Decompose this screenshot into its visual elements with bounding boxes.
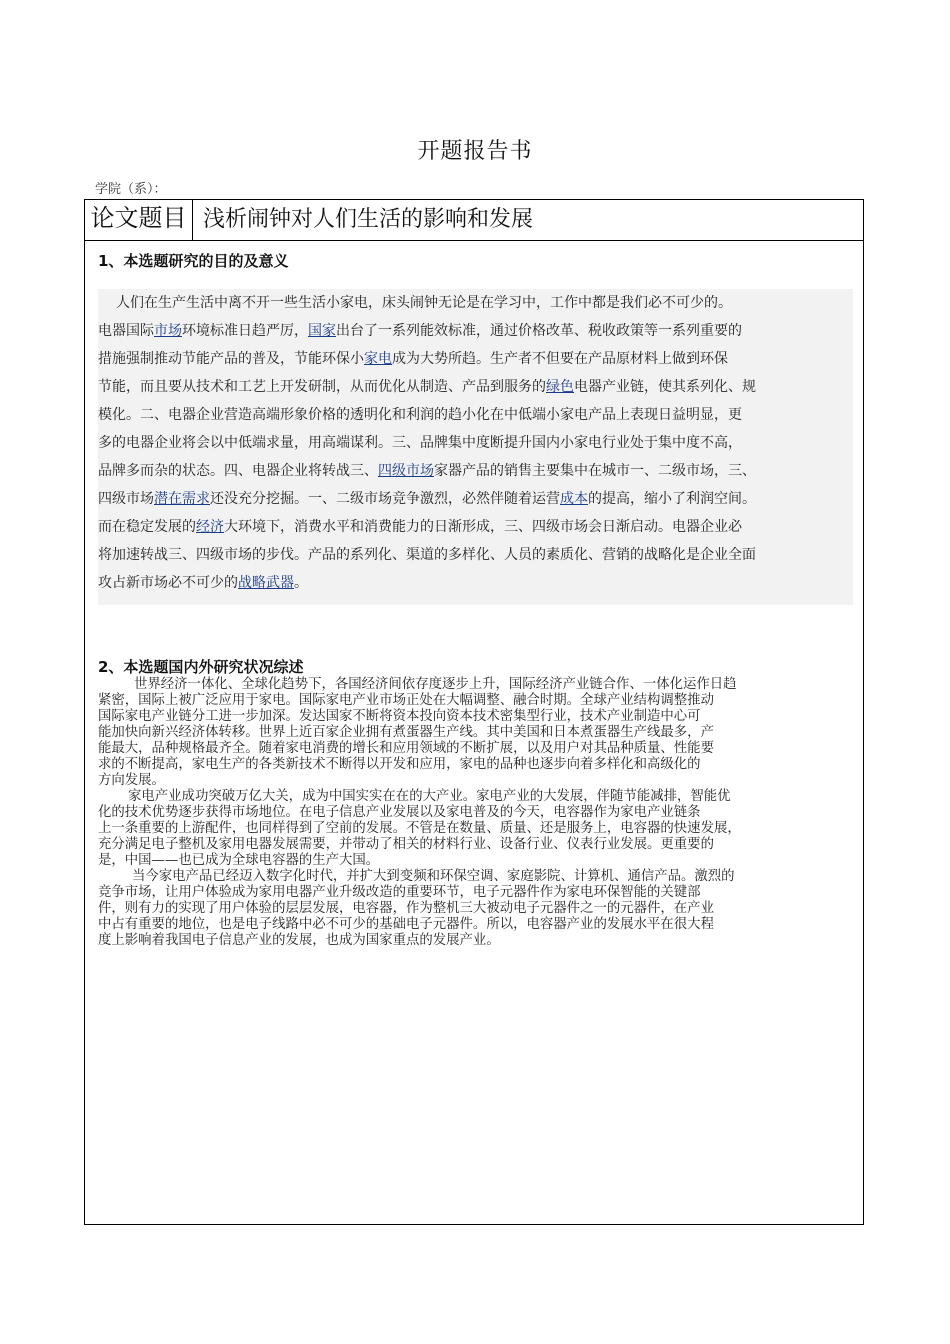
inline-link[interactable]: 国家 <box>308 323 336 339</box>
inline-link[interactable]: 潜在需求 <box>154 491 210 507</box>
document-title: 开题报告书 <box>417 139 533 164</box>
section-2-line: 求的不断提高，家电生产的各类新技术不断得以开发和应用，家电的品种也逐步向着多样化和高级化的 <box>98 757 701 772</box>
section-2-line: 度上影响着我国电子信息产业的发展，也成为国家重点的发展产业。 <box>98 933 500 948</box>
section-2-line: 家电产业成功突破万亿大关，成为中国实实在在的大产业。家电产业的大发展，伴随节能减排，智能优 <box>128 789 731 804</box>
text-run: 。 <box>294 575 308 591</box>
section-1-line <box>98 429 742 457</box>
text-run: 人们在生产生活中离不开一些生活小家电，床头闹钟无论是在学习中，工作中都是我们必不可少的。 <box>116 295 732 311</box>
inline-link[interactable]: 战略武器 <box>238 575 294 591</box>
inline-link[interactable]: 四级市场 <box>378 463 434 479</box>
section-2-line: 中占有重要的地位，也是电子线路中必不可少的基础电子元器件。所以，电容器产业的发展水平在很大程 <box>98 917 714 932</box>
text-run: 成为大势所趋。生产者不但要在产品原材料上做到环保 <box>392 351 728 367</box>
section-2-line: 竞争市场，让用户体验成为家用电器产业升级改造的重要环节，电子元器件作为家电环保智能的关键部 <box>98 885 701 900</box>
section-1-line <box>98 373 756 401</box>
inline-link[interactable]: 经济 <box>196 519 224 535</box>
inline-link[interactable]: 成本 <box>560 491 588 507</box>
text-run: 家器产品的销售主要集中在城市一、二级市场，三、 <box>434 463 756 479</box>
section-2-line: 是，中国——也已成为全球电容器的生产大国。 <box>98 853 380 868</box>
section-2-line: 能加快向新兴经济体转移。世界上近百家企业拥有煮蛋器生产线。其中美国和日本煮蛋器生产线最多，产 <box>98 725 714 740</box>
section-1-body <box>98 289 853 605</box>
section-2-line: 上一条重要的上游配件，也同样得到了空前的发展。不管是在数量、质量、还是服务上，电容器的快速发展， <box>98 821 741 836</box>
section-1-line <box>98 569 308 597</box>
section-2-line: 当今家电产品已经迈入数字化时代，并扩大到变频和环保空调、家庭影院、计算机、通信产品。激烈的 <box>132 869 735 884</box>
text-run: 而在稳定发展的 <box>98 519 196 535</box>
inline-link[interactable]: 绿色 <box>546 379 574 395</box>
inline-link[interactable]: 市场 <box>154 323 182 339</box>
text-run: 还没充分挖掘。一、二级市场竞争激烈，必然伴随着运营 <box>210 491 560 507</box>
thesis-title-value: 浅析闹钟对人们生活的影响和发展 <box>203 207 534 232</box>
text-run: 品牌多而杂的状态。四、电器企业将转战三、 <box>98 463 378 479</box>
section-2-line: 紧密，国际上被广泛应用于家电。国际家电产业市场正处在大幅调整、融合时期。全球产业结构调整推动 <box>98 693 714 708</box>
report-form <box>84 199 864 1225</box>
section-2-line: 国际家电产业链分工进一步加深。发达国家不断将资本投向资本技术密集型行业，技术产业制造中心可 <box>98 709 701 724</box>
text-run: 节能，而且要从技术和工艺上开发研制，从而优化从制造、产品到服务的 <box>98 379 546 395</box>
text-run: 模化。二、电器企业营造高端形象价格的透明化和利润的趋小化在中低端小家电产品上表现日益明显，更 <box>98 407 742 423</box>
text-run: 电器产业链，使其系列化、规 <box>574 379 756 395</box>
text-run: 攻占新市场必不可少的 <box>98 575 238 591</box>
section-2-line: 化的技术优势逐步获得市场地位。在电子信息产业发展以及家电普及的今天，电容器作为家电产业链条 <box>98 805 701 820</box>
text-run: 措施强制推动节能产品的普及，节能环保小 <box>98 351 364 367</box>
section-1-line <box>98 541 756 569</box>
text-run: 多的电器企业将会以中低端求量，用高端谋利。三、品牌集中度断提升国内小家电行业处于集中度不高， <box>98 435 742 451</box>
section-1-line <box>98 401 742 429</box>
section-1-heading: 1、本选题研究的目的及意义 <box>98 252 289 270</box>
section-1-line <box>98 513 742 541</box>
thesis-title-row <box>85 200 863 241</box>
inline-link[interactable]: 家电 <box>364 351 392 367</box>
section-1-line <box>98 317 742 345</box>
section-2-line: 世界经济一体化、全球化趋势下，各国经济间依存度逐步上升，国际经济产业链合作、一体化运作日趋 <box>134 677 737 692</box>
section-2-heading: 2、本选题国内外研究状况综述 <box>98 658 304 676</box>
text-run: 大环境下，消费水平和消费能力的日渐形成，三、四级市场会日渐启动。电器企业必 <box>224 519 742 535</box>
section-2-line: 方向发展。 <box>98 773 165 788</box>
text-run: 的提高，缩小了利润空间。 <box>588 491 756 507</box>
text-run: 将加速转战三、四级市场的步伐。产品的系列化、渠道的多样化、人员的素质化、营销的战略化是企业全面 <box>98 547 756 563</box>
college-label: 学院（系）： <box>95 182 167 197</box>
thesis-title-label: 论文题目 <box>85 200 193 240</box>
text-run: 出台了一系列能效标准，通过价格改革、税收政策等一系列重要的 <box>336 323 742 339</box>
text-run: 环境标准日趋严厉， <box>182 323 308 339</box>
text-run: 电器国际 <box>98 323 154 339</box>
section-1-line <box>116 289 732 317</box>
section-2-line: 能最大，品种规格最齐全。随着家电消费的增长和应用领域的不断扩展，以及用户对其品种质量、性能要 <box>98 741 714 756</box>
section-1-line <box>98 345 728 373</box>
section-1-line <box>98 485 756 513</box>
text-run: 四级市场 <box>98 491 154 507</box>
section-2-line: 充分满足电子整机及家用电器发展需要，并带动了相关的材料行业、设备行业、仪表行业发展。更重要的 <box>98 837 714 852</box>
section-1-line <box>98 457 756 485</box>
section-2-line: 件，则有力的实现了用户体验的层层发展，电容器，作为整机三大被动电子元器件之一的元器件，在产业 <box>98 901 714 916</box>
